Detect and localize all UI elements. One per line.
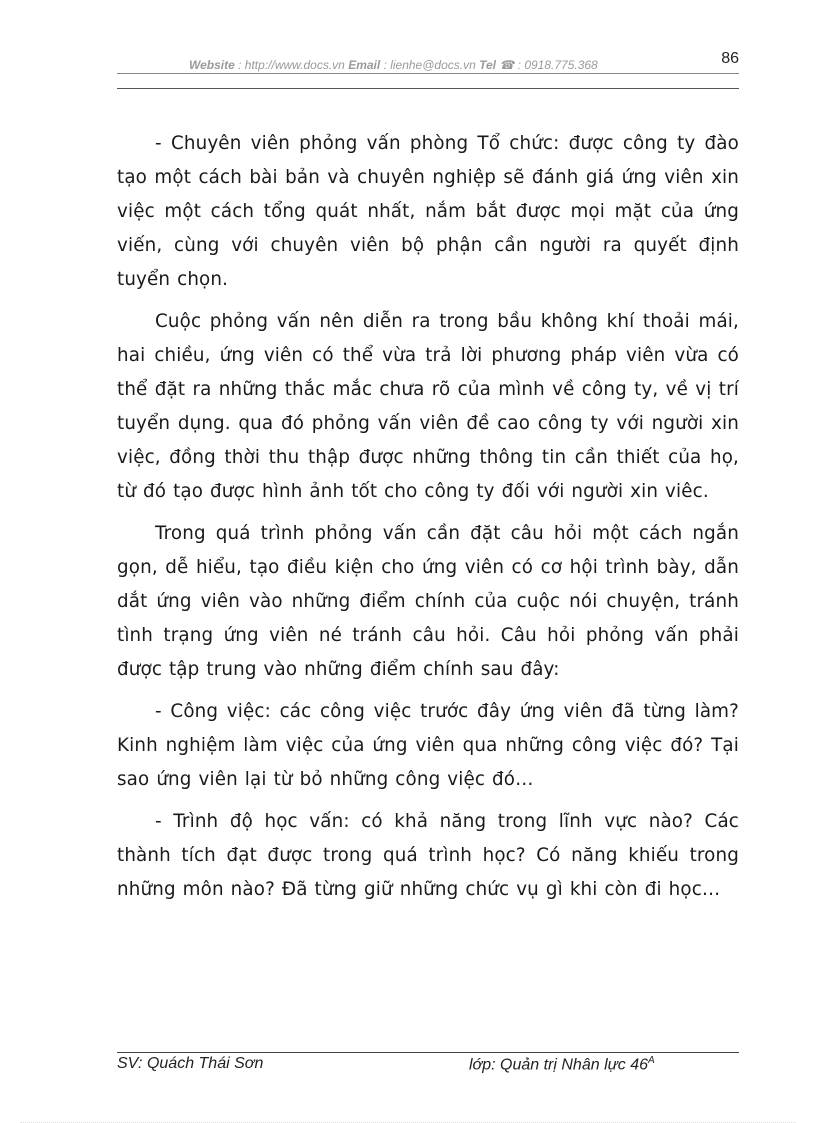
document-body [117,127,739,907]
phone-icon: ☎ [499,58,515,72]
paragraph-work-history: - Công việc: các công việc trước đây ứng viên đã từng làm? Kinh nghiệm làm việc của ứng viên qua những công việc đó? Tại sao ứng viên lại từ bỏ những công việc đó… [117,701,739,790]
email-address[interactable]: : lienhe@docs.vn [380,58,480,72]
footer-class-suffix: A [648,1055,655,1066]
tel-number: : 0918.775.368 [514,58,598,72]
page-number: 86 [721,50,739,67]
page-header [117,46,739,72]
footer-class-label: lớp: Quản trị Nhân lực 46 [469,1056,649,1074]
footer-class [469,1055,655,1074]
website-label: Website [189,58,235,72]
footer-student-name: SV: Quách Thái Sơn [117,1055,264,1072]
tel-label: Tel [479,58,497,72]
paragraph-interviewer-role: - Chuyên viên phỏng vấn phòng Tổ chức: được công ty đào tạo một cách bài bản và chuyên nghiệp sẽ đánh giá ứng viên xin việc một cách tổng quát nhất, nắm bắt được mọi mặt của ứng viến, cùng với chuyên viên bộ phận cần người ra quyết định tuyển chọn. [117,133,739,290]
footer-divider [117,1052,739,1053]
paragraph-interview-atmosphere: Cuộc phỏng vấn nên diễn ra trong bầu không khí thoải mái, hai chiều, ứng viên có thể vừa trả lời phương pháp viên vừa có thể đặt ra những thắc mắc chưa rõ của mình về công ty, về vị trí tuyển dụng. qua đó phỏng vấn viên đề cao công ty với người xin việc, đồng thời thu thập được những thông tin cần thiết của họ, từ đó tạo được hình ảnh tốt cho công ty đối với người xin viêc. [117,311,739,502]
paragraph-question-guidelines: Trong quá trình phỏng vấn cần đặt câu hỏi một cách ngắn gọn, dễ hiểu, tạo điều kiện cho ứng viên có cơ hội trình bày, dẫn dắt ứng viên vào những điểm chính của cuộc nói chuyện, tránh tình trạng ứng viên né tránh câu hỏi. Câu hỏi phỏng vấn phải được tập trung vào những điểm chính sau đây: [117,523,739,680]
header-contact-line [189,58,598,72]
website-url[interactable]: : http://www.docs.vn [234,58,349,72]
page-footer [117,1055,739,1077]
header-divider-bottom [117,88,739,89]
header-divider [117,73,739,74]
email-label: Email [348,58,381,72]
paragraph-education: - Trình độ học vấn: có khả năng trong lĩnh vực nào? Các thành tích đạt được trong quá trình học? Có năng khiếu trong những môn nào? Đã từng giữ những chức vụ gì khi còn đi học… [117,811,739,900]
